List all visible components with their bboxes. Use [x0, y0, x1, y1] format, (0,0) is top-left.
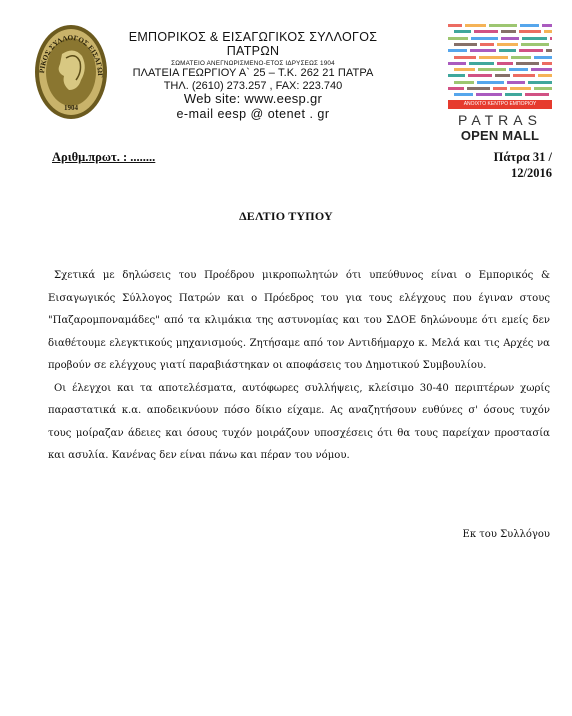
body-paragraph: Οι έλεγχοι και τα αποτελέσματα, αυτόφωρες συλλήψεις, κλείσιμο 30-40 περιπτέρων χωρίς παραστατικά κ.α. αποδεικνύουν πόσο δίκιο είχαμε. Ας αναζητήσουν ευθύνες σ' όσους τυχόν τους μοίραζαν άδειες και όσους τυχόν μοιράζουν υποσχέσεις ότι θα τους παρείχαν προστασία και ασυλία. Κανένας δεν είναι πάνω και πέραν του νόμου.: [48, 382, 550, 461]
open-mall-tile: [544, 30, 552, 33]
open-mall-tile: [479, 56, 508, 59]
open-mall-tile: [454, 43, 477, 46]
open-mall-tile: [513, 74, 535, 77]
open-mall-tile: [534, 87, 552, 90]
open-mall-tile: [550, 37, 552, 40]
open-mall-tile: [489, 24, 517, 27]
open-mall-band: ΑΝΟΙΧΤΟ ΚΕΝΤΡΟ ΕΜΠΟΡΙΟΥ: [448, 100, 552, 109]
letterhead: [118, 30, 388, 122]
open-mall-tile: [495, 74, 510, 77]
open-mall-tile: [542, 62, 552, 65]
open-mall-tile: [534, 56, 552, 59]
org-email: e-mail eesp @ otenet . gr: [176, 107, 330, 122]
patras-open-mall-logo: [448, 24, 552, 146]
open-mall-tile: [454, 30, 471, 33]
open-mall-tile: [468, 74, 492, 77]
org-name-line1: ΕΜΠΟΡΙΚΟΣ & ΕΙΣΑΓΩΓΙΚΟΣ ΣΥΛΛΟΓΟΣ: [128, 30, 378, 44]
org-name-line2: ΠΑΤΡΩΝ: [226, 44, 280, 59]
open-mall-tile: [448, 37, 468, 40]
open-mall-tile: [448, 62, 466, 65]
open-mall-tile: [480, 43, 494, 46]
open-mall-tile: [448, 87, 464, 90]
open-mall-tile: [454, 56, 476, 59]
open-mall-tile: [478, 68, 506, 71]
open-mall-tile: [476, 93, 502, 96]
open-mall-tile: [531, 68, 552, 71]
open-mall-tile: [519, 49, 543, 52]
open-mall-tile: [470, 49, 496, 52]
document-title: ΔΕΛΤΙΟ ΤΥΠΟΥ: [239, 209, 333, 223]
open-mall-tile: [501, 30, 516, 33]
open-mall-tile: [454, 93, 473, 96]
open-mall-tile: [520, 24, 539, 27]
open-mall-tile: [499, 49, 516, 52]
seal-text: ΡΙΚΟΣ ΣΥΛΛΟΓΟΣ ΕΙΣΑΓΩΓ: [38, 33, 105, 78]
open-mall-tile: [465, 24, 486, 27]
open-mall-word-cloud: [448, 24, 552, 100]
open-mall-tile: [448, 74, 465, 77]
seal-emblem: [34, 24, 108, 120]
open-mall-tile: [469, 62, 494, 65]
open-mall-tile: [493, 87, 507, 90]
open-mall-tile: [516, 62, 539, 65]
open-mall-tile: [510, 87, 531, 90]
open-mall-tile: [448, 49, 467, 52]
org-subtitle: ΣΩΜΑΤΕΙΟ ΑΝΕΓΝΩΡΙΣΜΕΝΟ-ΕΤΟΣ ΙΔΡΥΣΕΩΣ 1904: [171, 59, 335, 67]
seal-year: 1904: [64, 104, 78, 112]
open-mall-tile: [501, 37, 519, 40]
open-mall-tile: [474, 30, 498, 33]
open-mall-tile: [511, 56, 531, 59]
open-mall-tile: [448, 24, 462, 27]
open-mall-tile: [497, 43, 518, 46]
open-mall-tile: [454, 68, 475, 71]
date-line-1: Πάτρα 31 /: [493, 150, 552, 164]
open-mall-patras-word: PATRAS: [458, 112, 542, 128]
open-mall-tile: [528, 81, 552, 84]
open-mall-tile: [477, 81, 504, 84]
open-mall-tile: [525, 93, 549, 96]
open-mall-tile: [538, 74, 552, 77]
open-mall-wordmark: OPEN MALL: [460, 128, 540, 143]
signature: Εκ του Συλλόγου: [462, 529, 550, 540]
open-mall-tile: [505, 93, 522, 96]
date-line-2: 12/2016: [511, 166, 552, 180]
open-mall-tile: [546, 49, 552, 52]
association-seal-logo: [34, 24, 108, 120]
open-mall-tile: [471, 37, 498, 40]
open-mall-tile: [497, 62, 513, 65]
org-address: ΠΛΑΤΕΙΑ ΓΕΩΡΓΙΟΥ Α` 25 – Τ.Κ. 262 21 ΠΑΤΡΑ: [132, 66, 374, 79]
org-website: Web site: www.eesp.gr: [183, 91, 323, 107]
open-mall-tile: [521, 43, 549, 46]
protocol-number: Αριθμ.πρωτ. : ........: [52, 150, 156, 164]
open-mall-tile: [467, 87, 490, 90]
org-phone-fax: ΤΗΛ. (2610) 273.257 , FAX: 223.740: [163, 79, 343, 92]
body-paragraph: Σχετικά με δηλώσεις του Προέδρου μικροπωλητών ότι υπεύθυνος είναι ο Εμπορικός & Εισαγωγικός Σύλλογος Πατρών και ο Πρόεδρος του για τους ελέγχους που έγιναν στους "Παζαρομποναμάδες" από τα κλιμάκια της αστυνομίας και του ΣΔΟΕ δηλώνουμε ότι εμείς δεν διαθέτουμε ελεγκτικούς μηχανισμούς. Ζητήσαμε από τον Αντιδήμαρχο κ. Μελά και τις Αρχές να προβούν σε ελέγχους γιατί παραβιάστηκαν οι αποφάσεις του Δημοτικού Συμβουλίου.: [48, 270, 550, 371]
open-mall-tile: [542, 24, 552, 27]
open-mall-tile: [519, 30, 541, 33]
open-mall-tile: [454, 81, 474, 84]
open-mall-tile: [509, 68, 528, 71]
open-mall-tile: [522, 37, 547, 40]
open-mall-tile: [507, 81, 525, 84]
press-release-body: [48, 265, 550, 468]
